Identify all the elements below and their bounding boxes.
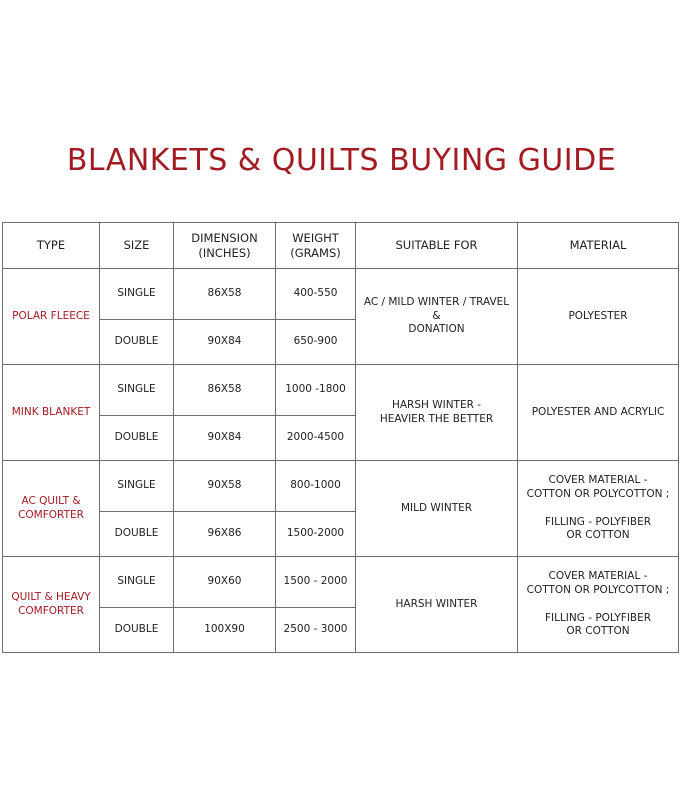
weight-cell: 2000-4500 [276,416,356,461]
material-cell: POLYESTER [518,269,679,365]
header-suitable-for: SUITABLE FOR [356,223,518,269]
header-size: SIZE [100,223,174,269]
buying-guide-table [2,222,679,653]
weight-cell: 1500-2000 [276,512,356,557]
type-cell: POLAR FLEECE [3,269,100,365]
suitable-cell: AC / MILD WINTER / TRAVEL & DONATION [356,269,518,365]
material-filling-text: FILLING - POLYFIBER OR COTTON [544,611,652,638]
dimension-cell: 96X86 [174,512,276,557]
dimension-cell: 86X58 [174,365,276,416]
table-row [3,557,679,608]
weight-cell: 800-1000 [276,461,356,512]
weight-cell: 2500 - 3000 [276,608,356,653]
type-cell: AC QUILT & COMFORTER [3,461,100,557]
header-type: TYPE [3,223,100,269]
weight-cell: 650-900 [276,320,356,365]
dimension-cell: 100X90 [174,608,276,653]
material-cover-text: COVER MATERIAL - COTTON OR POLYCOTTON ; [526,474,670,500]
page-title: BLANKETS & QUILTS BUYING GUIDE [66,143,617,178]
size-cell: DOUBLE [100,608,174,653]
table-row [3,461,679,512]
type-cell: QUILT & HEAVY COMFORTER [3,557,100,653]
size-cell: DOUBLE [100,512,174,557]
header-dimension: DIMENSION (INCHES) [174,223,276,269]
size-cell: DOUBLE [100,416,174,461]
header-material: MATERIAL [518,223,679,269]
table-row [3,365,679,416]
suitable-cell: HARSH WINTER - HEAVIER THE BETTER [356,365,518,461]
dimension-cell: 90X84 [174,416,276,461]
material-cell [518,461,679,557]
size-cell: SINGLE [100,365,174,416]
type-cell: MINK BLANKET [3,365,100,461]
table-row [3,269,679,320]
weight-cell: 1500 - 2000 [276,557,356,608]
material-cell: POLYESTER AND ACRYLIC [518,365,679,461]
weight-cell: 400-550 [276,269,356,320]
dimension-cell: 90X60 [174,557,276,608]
material-filling-text: FILLING - POLYFIBER OR COTTON [544,515,652,542]
size-cell: DOUBLE [100,320,174,365]
suitable-cell: HARSH WINTER [356,557,518,653]
header-weight: WEIGHT (GRAMS) [276,223,356,269]
dimension-cell: 86X58 [174,269,276,320]
weight-cell: 1000 -1800 [276,365,356,416]
suitable-cell: MILD WINTER [356,461,518,557]
size-cell: SINGLE [100,557,174,608]
material-cell [518,557,679,653]
dimension-cell: 90X84 [174,320,276,365]
size-cell: SINGLE [100,269,174,320]
table-header-row [3,223,679,269]
size-cell: SINGLE [100,461,174,512]
material-cover-text: COVER MATERIAL - COTTON OR POLYCOTTON ; [526,570,670,596]
dimension-cell: 90X58 [174,461,276,512]
